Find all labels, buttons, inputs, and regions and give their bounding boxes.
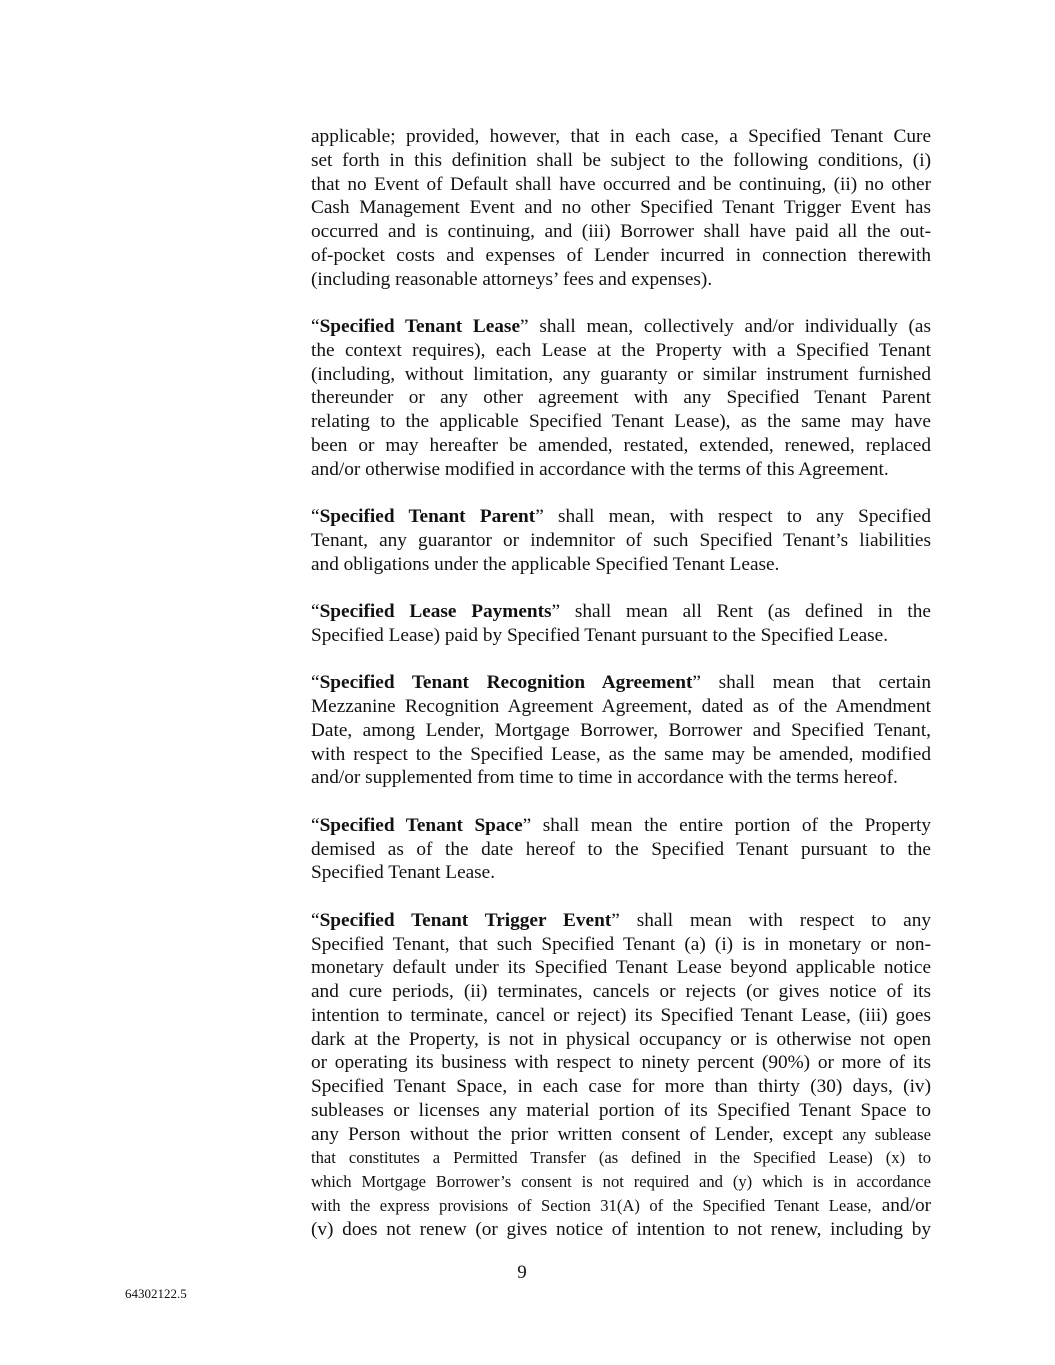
text-segment: ” shall mean, collectively and/or individually (as	[520, 316, 931, 337]
text-segment: applicable; provided, however, that in each case, a Specified Tenant Cure	[311, 126, 931, 147]
text-segment: ” shall mean that certain	[692, 672, 931, 694]
text-line	[311, 220, 931, 244]
text-segment: that constitutes a Permitted Transfer (as defined in the Specified Lease) (x) to	[311, 1148, 931, 1168]
text-line	[311, 980, 931, 1004]
text-line	[311, 1170, 931, 1194]
text-segment: Specified Tenant Space, in each case for more than thirty (30) days, (iv)	[311, 1076, 931, 1097]
defined-term: Specified Tenant Lease	[319, 316, 520, 337]
text-line	[311, 814, 931, 838]
text-line	[311, 909, 931, 933]
text-segment: the context requires), each Lease at the Property with a Specified Tenant	[311, 339, 931, 361]
text-segment: thereunder or any other agreement with any Specified Tenant Parent	[311, 387, 931, 409]
text-segment: and/or	[871, 1194, 932, 1216]
text-line	[311, 339, 931, 363]
text-line	[311, 933, 931, 957]
text-segment: which Mortgage Borrower’s consent is not required and (y) which is in accordance	[311, 1172, 931, 1191]
text-segment: ” shall mean all Rent (as defined in the	[551, 601, 931, 622]
text-segment: relating to the applicable Specified Tenant Lease), as the same may have	[311, 411, 931, 432]
text-segment: any Person without the prior written consent of Lender, except	[311, 1123, 843, 1145]
text-segment: that no Event of Default shall have occurred and be continuing, (ii) no other	[311, 173, 931, 195]
text-line	[311, 529, 931, 553]
page-number: 9	[517, 1262, 527, 1283]
text-line	[311, 386, 931, 410]
definition-paragraph	[311, 671, 931, 790]
text-segment: been or may hereafter be amended, restated, extended, renewed, replaced	[311, 434, 931, 456]
text-segment: ” shall mean the entire portion of the Property	[522, 814, 931, 836]
text-segment: Cash Management Event and no other Specified Tenant Trigger Event has	[311, 197, 931, 219]
text-line	[311, 363, 931, 387]
definition-paragraph	[311, 600, 931, 648]
text-segment: Specified Tenant, that such Specified Tenant (a) (i) is in monetary or non-	[311, 933, 931, 955]
document-id: 64302122.5	[125, 1286, 187, 1301]
defined-term: Specified Tenant Space	[319, 814, 523, 836]
text-segment: occurred and is continuing, and (iii) Borrower shall have paid all the out-	[311, 221, 931, 242]
text-segment: set forth in this definition shall be subject to the following conditions, (i)	[311, 149, 931, 171]
text-segment: Date, among Lender, Mortgage Borrower, Borrower and Specified Tenant,	[311, 719, 931, 741]
document-body	[311, 125, 931, 1265]
text-line	[311, 553, 931, 577]
text-line	[311, 1075, 931, 1099]
text-line	[311, 624, 931, 648]
text-segment: “	[311, 909, 320, 931]
text-segment: “	[311, 814, 320, 836]
definition-paragraph	[311, 909, 931, 1242]
text-line	[311, 1194, 931, 1218]
text-line	[311, 315, 931, 339]
text-segment: with the express provisions of Section 31(A) of the Specified Tenant Lease,	[311, 1195, 872, 1215]
definition-paragraph	[311, 814, 931, 885]
text-line	[311, 766, 931, 790]
text-segment: monetary default under its Specified Tenant Lease beyond applicable notice	[311, 957, 931, 979]
text-segment: and obligations under the applicable Specified Tenant Lease.	[311, 553, 780, 575]
text-line	[311, 1146, 931, 1170]
text-line	[311, 196, 931, 220]
defined-term: Specified Tenant Trigger Event	[319, 909, 612, 931]
text-line	[311, 1099, 931, 1123]
text-segment: (v) does not renew (or gives notice of intention to not renew, including by	[311, 1218, 931, 1240]
text-line	[311, 1218, 931, 1242]
text-segment: (including reasonable attorneys’ fees and expenses).	[311, 268, 713, 290]
text-segment: Specified Lease) paid by Specified Tenant pursuant to the Specified Lease.	[311, 624, 889, 646]
text-line	[311, 861, 931, 885]
text-line	[311, 434, 931, 458]
definition-paragraph	[311, 125, 931, 291]
text-line	[311, 600, 931, 624]
text-segment: (including, without limitation, any guaranty or similar instrument furnished	[311, 363, 931, 385]
text-line	[311, 743, 931, 767]
definition-paragraph	[311, 315, 931, 481]
text-line	[311, 244, 931, 268]
text-line	[311, 1051, 931, 1075]
text-line	[311, 671, 931, 695]
text-segment: of-pocket costs and expenses of Lender incurred in connection therewith	[311, 244, 931, 266]
text-line	[311, 719, 931, 743]
text-line	[311, 695, 931, 719]
text-segment: “	[311, 316, 320, 337]
text-line	[311, 956, 931, 980]
text-segment: dark at the Property, is not in physical occupancy or is otherwise not open	[311, 1028, 931, 1050]
text-segment: ” shall mean, with respect to any Specified	[535, 506, 931, 527]
text-line	[311, 125, 931, 149]
defined-term: Specified Tenant Parent	[319, 506, 536, 527]
text-segment: Mezzanine Recognition Agreement Agreement, dated as of the Amendment	[311, 696, 931, 717]
text-segment: demised as of the date hereof to the Specified Tenant pursuant to the	[311, 838, 931, 860]
text-segment: any sublease	[842, 1124, 931, 1144]
text-segment: “	[311, 672, 320, 694]
text-line	[311, 505, 931, 529]
text-line	[311, 149, 931, 173]
text-line	[311, 1028, 931, 1052]
text-segment: subleases or licenses any material portion of its Specified Tenant Space to	[311, 1099, 931, 1121]
text-segment: “	[311, 601, 320, 622]
text-segment: Specified Tenant Lease.	[311, 862, 496, 884]
text-line	[311, 410, 931, 434]
text-line	[311, 1123, 931, 1147]
text-line	[311, 1004, 931, 1028]
definition-paragraph	[311, 505, 931, 576]
text-line	[311, 173, 931, 197]
text-segment: Tenant, any guarantor or indemnitor of such Specified Tenant’s liabilities	[311, 529, 931, 551]
text-line	[311, 458, 931, 482]
text-segment: ” shall mean with respect to any	[611, 909, 931, 931]
text-segment: with respect to the Specified Lease, as the same may be amended, modified	[311, 743, 931, 765]
text-segment: and/or otherwise modified in accordance with the terms of this Agreement.	[311, 458, 889, 480]
text-segment: “	[311, 506, 320, 527]
text-segment: and/or supplemented from time to time in accordance with the terms hereof.	[311, 767, 898, 789]
defined-term: Specified Tenant Recognition Agreement	[319, 672, 693, 694]
text-line	[311, 838, 931, 862]
text-line	[311, 268, 931, 292]
text-segment: and cure periods, (ii) terminates, cancels or rejects (or gives notice of its	[311, 981, 931, 1002]
text-segment: or operating its business with respect to ninety percent (90%) or more of its	[311, 1052, 931, 1074]
text-segment: intention to terminate, cancel or reject) its Specified Tenant Lease, (iii) goes	[311, 1004, 931, 1026]
defined-term: Specified Lease Payments	[319, 601, 552, 622]
